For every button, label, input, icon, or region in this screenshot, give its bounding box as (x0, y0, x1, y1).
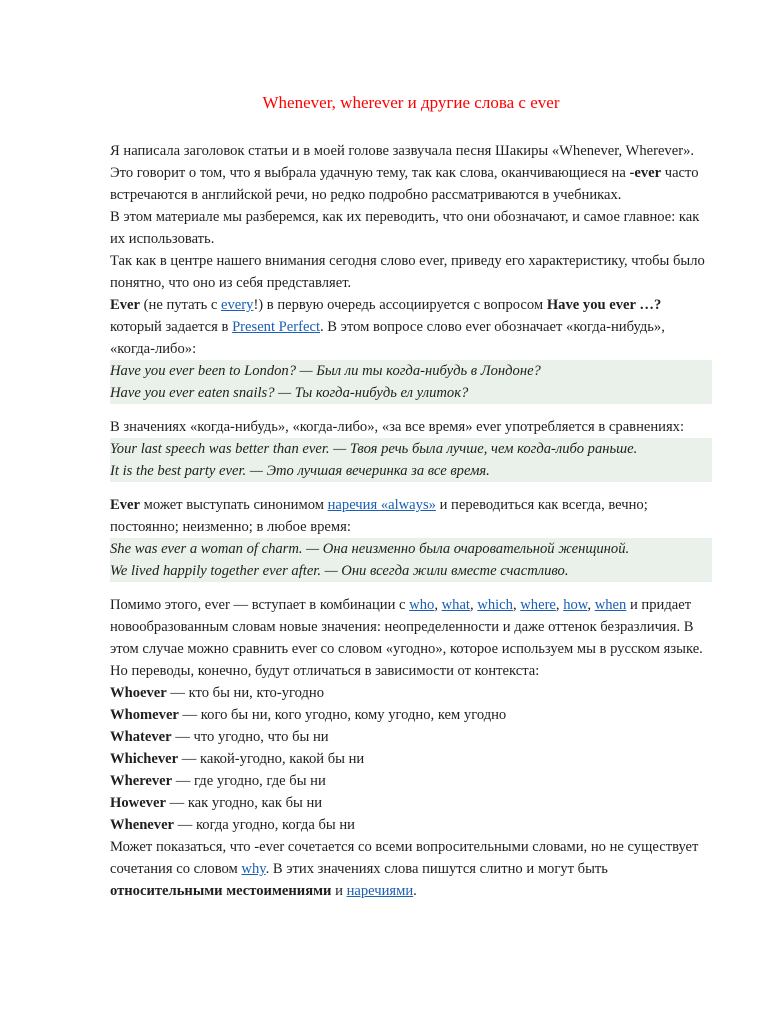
example-line: It is the best party ever. — Это лучшая вечеринка за все время. (110, 463, 490, 479)
text: (не путать с (140, 297, 222, 313)
term-have-you-ever: Have you ever …? (546, 297, 662, 313)
article (110, 92, 712, 902)
term-ever: Ever (110, 497, 140, 513)
example-line: Have you ever eaten snails? — Ты когда-нибудь ел улиток? (110, 385, 469, 401)
example-block-2 (110, 438, 712, 482)
term-definition: — что угодно, что бы ни (171, 729, 329, 745)
link-why[interactable]: why (241, 861, 266, 877)
list-item (110, 792, 712, 814)
intro-text-end: часто встречаются в английской речи, но редко подробно рассматриваются в учебниках. (110, 165, 699, 203)
term-word: Whomever (110, 707, 179, 723)
link-where[interactable]: where (520, 597, 556, 613)
link-adverbs[interactable]: наречиями (346, 883, 414, 899)
example-line: Have you ever been to London? — Был ли ты когда-нибудь в Лондоне? (110, 363, 541, 379)
paragraph-focus: Так как в центре нашего внимания сегодня слово ever, приведу его характеристику, чтобы было понятно, что оно из себя представляет. (110, 253, 705, 291)
link-every[interactable]: every (221, 297, 254, 313)
intro-paragraph (110, 140, 712, 206)
text: и придает новообразованным словам новые значения: неопределенности и даже оттенок безразличия. В этом случае можно сравнить ever со словом «угодно», которое используем мы в русском языке. Но переводы, конечно, будут отличаться в зависимости от контекста: (110, 597, 703, 679)
paragraph-always (110, 494, 712, 538)
term-word: Whoever (110, 685, 167, 701)
text: Помимо этого, ever — вступает в комбинации с (110, 597, 410, 613)
term-word: Whichever (110, 751, 179, 767)
link-how[interactable]: how (563, 597, 588, 613)
text: может выступать синонимом (140, 497, 328, 513)
term-word: Whatever (110, 729, 172, 745)
list-item (110, 748, 712, 770)
term-word: Wherever (110, 773, 173, 789)
link-present-perfect[interactable]: Present Perfect (232, 319, 320, 335)
term-definition: — кто бы ни, кто-угодно (166, 685, 325, 701)
link-who[interactable]: who (409, 597, 435, 613)
text: . В этом вопросе слово ever обозначает «когда-нибудь», «когда-либо»: (110, 319, 665, 357)
text: Может показаться, что -ever сочетается со всеми вопросительными словами, но не существует сочетания со словом (110, 839, 699, 877)
term-relative-pronouns: относительными местоимениями (110, 883, 332, 899)
list-item (110, 682, 712, 704)
page-title: Whenever, wherever и другие слова с ever (262, 93, 560, 112)
paragraph-why (110, 836, 712, 902)
example-line: Your last speech was better than ever. — Твоя речь была лучше, чем когда-либо раньше. (110, 441, 638, 457)
list-item (110, 770, 712, 792)
term-definition: — где угодно, где бы ни (172, 773, 326, 789)
example-line: We lived happily together ever after. — Они всегда жили вместе счастливо. (110, 563, 569, 579)
text: который задается в (110, 319, 233, 335)
text: . В этих значениях слова пишутся слитно и могут быть (265, 861, 608, 877)
term-definition: — когда угодно, когда бы ни (174, 817, 355, 833)
intro-text: Я написала заголовок статьи и в моей голове зазвучала песня Шакиры «Whenever, Wherever». Это говорит о том, что я выбрала удачную тему, так как слова, оканчивающиеся на (110, 143, 695, 181)
text: !) в первую очередь ассоциируется с вопросом (253, 297, 547, 313)
term-word: Whenever (110, 817, 175, 833)
link-when[interactable]: when (594, 597, 627, 613)
link-adverb-always[interactable]: наречия «always» (327, 497, 436, 513)
term-definition: — как угодно, как бы ни (165, 795, 323, 811)
list-item (110, 814, 712, 836)
terms-list (110, 682, 712, 836)
example-block-3 (110, 538, 712, 582)
term-definition: — кого бы ни, кого угодно, кому угодно, кем угодно (178, 707, 507, 723)
paragraph-combinations: Помимо этого, ever — вступает в комбинации с who, what, which, where, how, when и придает новообразованным словам новые значения: неопределенности и даже оттенок безразличия. В этом случае можно сравнить ever со словом «угодно», которое используем мы в русском языке. Но переводы, конечно, будут отличаться в зависимости от контекста: (110, 597, 703, 679)
text: и (331, 883, 347, 899)
link-what[interactable]: what (441, 597, 470, 613)
term-word: However (110, 795, 166, 811)
term-definition: — какой-угодно, какой бы ни (178, 751, 365, 767)
term-ever: Ever (110, 297, 140, 313)
list-item (110, 726, 712, 748)
ever-suffix: -ever (629, 165, 662, 181)
list-item (110, 704, 712, 726)
link-which[interactable]: which (477, 597, 513, 613)
paragraph-purpose: В этом материале мы разберемся, как их переводить, что они обозначают, и самое главное: как их использовать. (110, 209, 700, 247)
text: и переводиться как всегда, вечно; постоянно; неизменно; в любое время: (110, 497, 648, 535)
example-block-1 (110, 360, 712, 404)
text: . (413, 883, 417, 899)
paragraph-comparisons: В значениях «когда-нибудь», «когда-либо», «за все время» ever употребляется в сравнениях: (110, 419, 685, 435)
paragraph-ever (110, 294, 712, 360)
example-line: She was ever a woman of charm. — Она неизменно была очаровательной женщиной. (110, 541, 630, 557)
